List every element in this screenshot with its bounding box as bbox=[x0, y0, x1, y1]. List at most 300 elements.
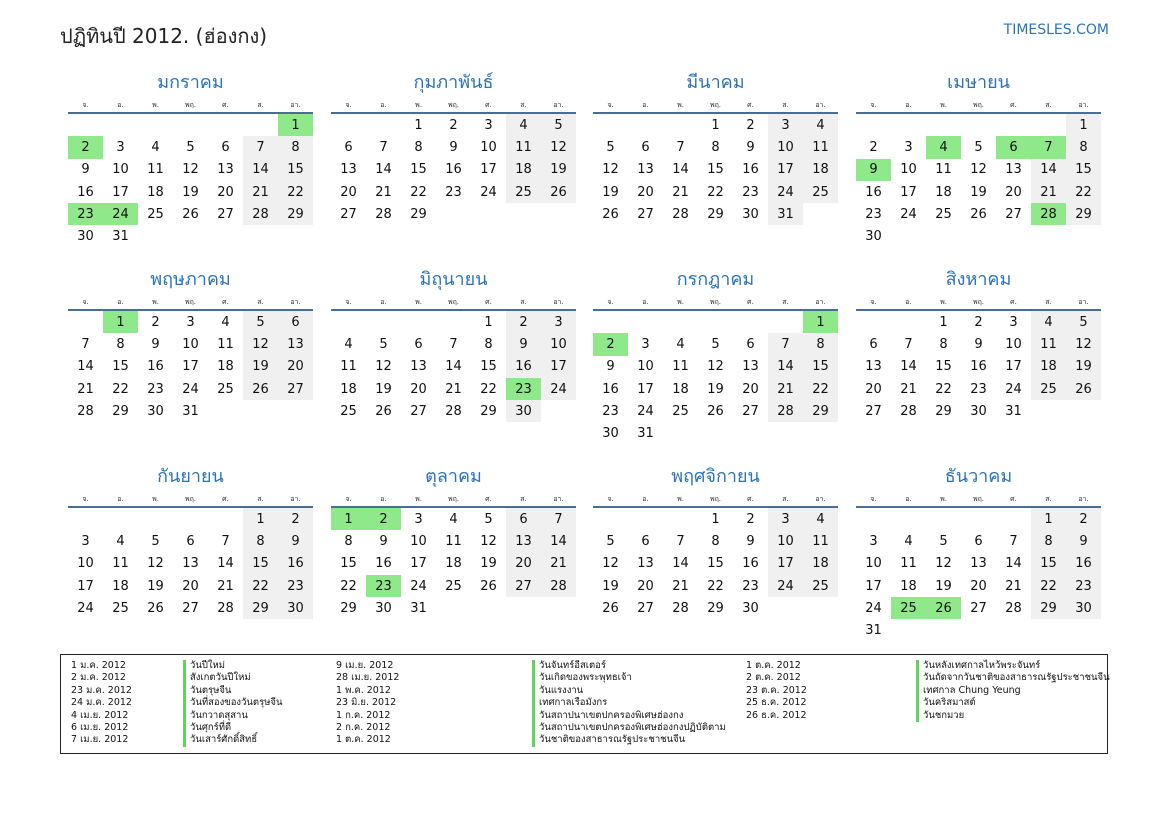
holiday-name: สังเกตวันปีใหม่ bbox=[183, 672, 251, 684]
day-cell: 29 bbox=[707, 206, 724, 222]
weekday-label: พ. bbox=[415, 495, 422, 503]
holiday-day-cell: 7 bbox=[1031, 136, 1066, 158]
empty-cell bbox=[366, 114, 401, 136]
day-cell: 23 bbox=[1066, 575, 1101, 597]
day-cell: 22 bbox=[935, 381, 952, 397]
day-cell: 19 bbox=[1066, 356, 1101, 378]
day-cell: 14 bbox=[77, 359, 94, 375]
day-cell: 28 bbox=[672, 206, 689, 222]
day-cell: 19 bbox=[541, 159, 576, 181]
day-cell: 8 bbox=[711, 533, 720, 549]
day-cell: 9 bbox=[449, 139, 458, 155]
day-cell: 6 bbox=[746, 336, 755, 352]
weekday-label: อา. bbox=[1078, 298, 1089, 306]
weekday-label: อ. bbox=[905, 495, 912, 503]
empty-cell bbox=[68, 114, 103, 136]
day-cell: 1 bbox=[1031, 508, 1066, 530]
day-cell: 14 bbox=[243, 159, 278, 181]
day-grid bbox=[593, 311, 838, 445]
weekday-label: ศ. bbox=[485, 101, 492, 109]
holiday-day-cell: 23 bbox=[506, 378, 541, 400]
weekday-header bbox=[593, 295, 838, 311]
day-cell: 21 bbox=[445, 381, 462, 397]
weekday-label: ส. bbox=[782, 101, 789, 109]
weekday-label: พ. bbox=[940, 298, 947, 306]
holiday-date: 7 เม.ย. 2012 bbox=[71, 734, 129, 746]
holiday-name: วันที่สองของวันตรุษจีน bbox=[183, 697, 283, 709]
day-cell: 16 bbox=[865, 184, 882, 200]
day-cell: 18 bbox=[803, 553, 838, 575]
day-cell: 29 bbox=[243, 597, 278, 619]
empty-cell bbox=[961, 114, 996, 136]
legend-row bbox=[336, 685, 726, 697]
day-cell: 10 bbox=[77, 556, 94, 572]
legend-row bbox=[746, 697, 1110, 709]
day-cell: 24 bbox=[480, 184, 497, 200]
day-cell: 8 bbox=[1031, 530, 1066, 552]
weekday-label: ส. bbox=[782, 495, 789, 503]
empty-cell bbox=[891, 508, 926, 530]
weekday-label: อา. bbox=[553, 101, 564, 109]
month-calendar bbox=[856, 269, 1101, 422]
day-cell: 29 bbox=[935, 403, 952, 419]
day-cell: 16 bbox=[742, 556, 759, 572]
day-cell: 11 bbox=[506, 136, 541, 158]
day-cell: 8 bbox=[243, 530, 278, 552]
day-cell: 29 bbox=[112, 403, 129, 419]
day-cell: 8 bbox=[711, 139, 720, 155]
day-cell: 11 bbox=[935, 162, 952, 178]
day-cell: 29 bbox=[340, 600, 357, 616]
day-cell: 14 bbox=[217, 556, 234, 572]
day-cell: 5 bbox=[151, 533, 160, 549]
day-cell: 13 bbox=[217, 162, 234, 178]
empty-cell bbox=[138, 114, 173, 136]
day-grid bbox=[331, 508, 576, 619]
day-cell: 10 bbox=[1005, 336, 1022, 352]
holiday-date: 23 ม.ค. 2012 bbox=[71, 684, 132, 696]
day-cell: 29 bbox=[480, 403, 497, 419]
day-cell: 22 bbox=[707, 578, 724, 594]
day-cell: 9 bbox=[81, 162, 90, 178]
month-name: มกราคม bbox=[157, 72, 224, 93]
empty-cell bbox=[243, 114, 278, 136]
day-cell: 19 bbox=[182, 184, 199, 200]
day-cell: 24 bbox=[541, 378, 576, 400]
holiday-name: เทศกาลเรือมังกร bbox=[532, 697, 607, 709]
month-name: มิถุนายน bbox=[419, 269, 488, 290]
day-cell: 18 bbox=[445, 556, 462, 572]
day-cell: 4 bbox=[344, 336, 353, 352]
day-cell: 1 bbox=[939, 314, 948, 330]
weekday-label: พ. bbox=[677, 495, 684, 503]
day-cell: 3 bbox=[641, 336, 650, 352]
day-cell: 14 bbox=[541, 530, 576, 552]
day-cell: 7 bbox=[379, 139, 388, 155]
holiday-name: วันแรงงาน bbox=[532, 685, 583, 697]
empty-cell bbox=[856, 311, 891, 333]
weekday-label: อา. bbox=[1078, 495, 1089, 503]
day-cell: 13 bbox=[865, 359, 882, 375]
empty-cell bbox=[138, 508, 173, 530]
day-cell: 11 bbox=[112, 556, 129, 572]
day-cell: 26 bbox=[182, 206, 199, 222]
weekday-label: พฤ. bbox=[709, 101, 722, 109]
weekday-label: ส. bbox=[257, 101, 264, 109]
weekday-label: จ. bbox=[870, 298, 877, 306]
day-cell: 23 bbox=[278, 575, 313, 597]
day-cell: 26 bbox=[1066, 378, 1101, 400]
weekday-label: ส. bbox=[782, 298, 789, 306]
holiday-name: เทศกาล Chung Yeung bbox=[916, 685, 1021, 697]
weekday-label: พฤ. bbox=[447, 101, 460, 109]
day-cell: 3 bbox=[904, 139, 913, 155]
day-cell: 23 bbox=[445, 184, 462, 200]
day-cell: 29 bbox=[707, 600, 724, 616]
weekday-label: อา. bbox=[1078, 101, 1089, 109]
legend-row bbox=[746, 660, 1110, 672]
day-cell: 5 bbox=[939, 533, 948, 549]
holiday-day-cell: 2 bbox=[366, 508, 401, 530]
holiday-name: วันเกิดของพระพุทธเจ้า bbox=[532, 672, 632, 684]
weekday-header bbox=[68, 295, 313, 311]
empty-cell bbox=[366, 311, 401, 333]
empty-cell bbox=[103, 508, 138, 530]
holiday-day-cell: 26 bbox=[926, 597, 961, 619]
weekday-label: จ. bbox=[345, 495, 352, 503]
day-cell: 5 bbox=[606, 533, 615, 549]
weekday-label: พฤ. bbox=[184, 298, 197, 306]
day-cell: 10 bbox=[541, 333, 576, 355]
day-cell: 5 bbox=[484, 511, 493, 527]
weekday-label: ส. bbox=[257, 298, 264, 306]
holiday-name: วันกวาดสุสาน bbox=[183, 710, 248, 722]
day-cell: 23 bbox=[865, 206, 882, 222]
day-cell: 3 bbox=[414, 511, 423, 527]
empty-cell bbox=[891, 114, 926, 136]
empty-cell bbox=[173, 114, 208, 136]
day-cell: 12 bbox=[970, 162, 987, 178]
month-calendar bbox=[68, 72, 313, 248]
day-cell: 10 bbox=[410, 533, 427, 549]
weekday-label: อ. bbox=[380, 101, 387, 109]
day-cell: 4 bbox=[221, 314, 230, 330]
holiday-day-cell: 1 bbox=[331, 508, 366, 530]
day-cell: 31 bbox=[865, 623, 882, 639]
day-cell: 11 bbox=[217, 336, 234, 352]
month-name: พฤศจิกายน bbox=[671, 466, 760, 487]
month-calendar bbox=[331, 466, 576, 619]
day-cell: 3 bbox=[541, 311, 576, 333]
day-cell: 27 bbox=[970, 600, 987, 616]
day-cell: 30 bbox=[742, 206, 759, 222]
day-cell: 14 bbox=[900, 359, 917, 375]
day-cell: 30 bbox=[602, 426, 619, 442]
legend-row bbox=[71, 660, 283, 672]
day-cell: 21 bbox=[1031, 181, 1066, 203]
weekday-header bbox=[856, 492, 1101, 508]
weekday-label: อ. bbox=[380, 495, 387, 503]
empty-cell bbox=[68, 508, 103, 530]
empty-cell bbox=[628, 311, 663, 333]
day-cell: 16 bbox=[77, 184, 94, 200]
weekday-label: ศ. bbox=[222, 495, 229, 503]
day-cell: 22 bbox=[707, 184, 724, 200]
day-cell: 6 bbox=[869, 336, 878, 352]
day-cell: 10 bbox=[768, 136, 803, 158]
weekday-label: พฤ. bbox=[447, 495, 460, 503]
day-cell: 8 bbox=[484, 336, 493, 352]
day-cell: 22 bbox=[480, 381, 497, 397]
legend-column-2 bbox=[336, 660, 726, 747]
month-calendar bbox=[593, 466, 838, 619]
day-cell: 5 bbox=[974, 139, 983, 155]
day-cell: 16 bbox=[1066, 553, 1101, 575]
day-cell: 17 bbox=[112, 184, 129, 200]
empty-cell bbox=[628, 114, 663, 136]
empty-cell bbox=[208, 114, 243, 136]
day-cell: 28 bbox=[77, 403, 94, 419]
day-cell: 24 bbox=[1005, 381, 1022, 397]
day-cell: 5 bbox=[606, 139, 615, 155]
day-cell: 12 bbox=[602, 162, 619, 178]
day-cell: 6 bbox=[221, 139, 230, 155]
day-cell: 26 bbox=[602, 206, 619, 222]
weekday-label: ส. bbox=[257, 495, 264, 503]
weekday-label: อา. bbox=[815, 101, 826, 109]
day-cell: 30 bbox=[147, 403, 164, 419]
day-cell: 17 bbox=[182, 359, 199, 375]
day-cell: 30 bbox=[970, 403, 987, 419]
day-cell: 9 bbox=[1066, 530, 1101, 552]
day-cell: 11 bbox=[1031, 333, 1066, 355]
empty-cell bbox=[891, 311, 926, 333]
legend-row bbox=[336, 710, 726, 722]
weekday-label: จ. bbox=[870, 101, 877, 109]
day-cell: 17 bbox=[865, 578, 882, 594]
day-cell: 17 bbox=[480, 162, 497, 178]
empty-cell bbox=[663, 311, 698, 333]
day-cell: 11 bbox=[803, 136, 838, 158]
holiday-name: วันคริสมาสต์ bbox=[916, 697, 976, 709]
holiday-day-cell: 28 bbox=[1031, 203, 1066, 225]
empty-cell bbox=[593, 508, 628, 530]
weekday-label: ศ. bbox=[485, 298, 492, 306]
day-cell: 24 bbox=[768, 575, 803, 597]
day-cell: 6 bbox=[186, 533, 195, 549]
day-cell: 6 bbox=[641, 139, 650, 155]
day-cell: 21 bbox=[77, 381, 94, 397]
day-cell: 18 bbox=[217, 359, 234, 375]
day-cell: 2 bbox=[506, 311, 541, 333]
legend-row bbox=[71, 722, 283, 734]
day-cell: 14 bbox=[768, 356, 803, 378]
holiday-name: วันปีใหม่ bbox=[183, 660, 225, 672]
day-cell: 13 bbox=[637, 162, 654, 178]
weekday-label: พฤ. bbox=[709, 298, 722, 306]
day-cell: 18 bbox=[147, 184, 164, 200]
holiday-date: 25 ธ.ค. 2012 bbox=[746, 697, 807, 709]
day-cell: 1 bbox=[243, 508, 278, 530]
day-cell: 31 bbox=[637, 426, 654, 442]
empty-cell bbox=[856, 114, 891, 136]
day-cell: 19 bbox=[375, 381, 392, 397]
holiday-date: 2 ก.ค. 2012 bbox=[336, 722, 391, 734]
weekday-label: จ. bbox=[870, 495, 877, 503]
day-cell: 4 bbox=[506, 114, 541, 136]
day-cell: 3 bbox=[768, 508, 803, 530]
weekday-header bbox=[856, 295, 1101, 311]
day-cell: 12 bbox=[182, 162, 199, 178]
weekday-label: ศ. bbox=[222, 298, 229, 306]
day-cell: 1 bbox=[414, 117, 423, 133]
weekday-label: พ. bbox=[415, 101, 422, 109]
day-cell: 16 bbox=[602, 381, 619, 397]
day-cell: 12 bbox=[541, 136, 576, 158]
empty-cell bbox=[961, 508, 996, 530]
day-cell: 28 bbox=[243, 203, 278, 225]
month-calendar bbox=[856, 466, 1101, 642]
day-cell: 27 bbox=[506, 575, 541, 597]
day-cell: 7 bbox=[676, 533, 685, 549]
month-name: สิงหาคม bbox=[945, 269, 1012, 290]
holiday-date: 1 พ.ค. 2012 bbox=[336, 684, 391, 696]
holiday-date: 4 เม.ย. 2012 bbox=[71, 709, 129, 721]
month-calendar bbox=[856, 72, 1101, 248]
day-cell: 22 bbox=[1031, 575, 1066, 597]
day-cell: 19 bbox=[707, 381, 724, 397]
holiday-day-cell: 24 bbox=[103, 203, 138, 225]
day-cell: 6 bbox=[344, 139, 353, 155]
weekday-label: พ. bbox=[677, 298, 684, 306]
day-cell: 1 bbox=[711, 117, 720, 133]
weekday-label: พฤ. bbox=[972, 298, 985, 306]
holiday-date: 9 เม.ย. 2012 bbox=[336, 660, 394, 671]
weekday-label: อา. bbox=[815, 298, 826, 306]
day-cell: 25 bbox=[803, 575, 838, 597]
day-cell: 5 bbox=[1066, 311, 1101, 333]
weekday-label: ศ. bbox=[485, 495, 492, 503]
empty-cell bbox=[103, 114, 138, 136]
day-cell: 3 bbox=[81, 533, 90, 549]
legend-row bbox=[746, 672, 1110, 684]
day-cell: 1 bbox=[484, 314, 493, 330]
month-name: เมษายน bbox=[947, 72, 1010, 93]
weekday-label: อ. bbox=[642, 495, 649, 503]
weekday-header bbox=[68, 98, 313, 114]
weekday-label: ศ. bbox=[747, 298, 754, 306]
day-cell: 18 bbox=[506, 159, 541, 181]
weekday-label: พฤ. bbox=[447, 298, 460, 306]
day-cell: 10 bbox=[112, 162, 129, 178]
weekday-label: พฤ. bbox=[972, 101, 985, 109]
empty-cell bbox=[663, 508, 698, 530]
weekday-label: พ. bbox=[677, 101, 684, 109]
day-cell: 22 bbox=[410, 184, 427, 200]
weekday-label: ส. bbox=[1045, 298, 1052, 306]
day-cell: 20 bbox=[970, 578, 987, 594]
day-cell: 24 bbox=[77, 600, 94, 616]
day-cell: 23 bbox=[970, 381, 987, 397]
empty-cell bbox=[1031, 114, 1066, 136]
weekday-label: อา. bbox=[290, 495, 301, 503]
empty-cell bbox=[856, 508, 891, 530]
legend-row bbox=[336, 672, 726, 684]
day-cell: 21 bbox=[672, 578, 689, 594]
day-cell: 2 bbox=[746, 117, 755, 133]
day-cell: 9 bbox=[974, 336, 983, 352]
day-cell: 26 bbox=[970, 206, 987, 222]
day-cell: 15 bbox=[480, 359, 497, 375]
day-cell: 4 bbox=[676, 336, 685, 352]
day-cell: 25 bbox=[935, 206, 952, 222]
day-cell: 24 bbox=[768, 181, 803, 203]
day-cell: 2 bbox=[869, 139, 878, 155]
day-cell: 27 bbox=[182, 600, 199, 616]
day-cell: 26 bbox=[243, 378, 278, 400]
weekday-label: อา. bbox=[290, 298, 301, 306]
empty-cell bbox=[436, 311, 471, 333]
day-cell: 25 bbox=[445, 578, 462, 594]
site-link[interactable]: TIMESLES.COM bbox=[1003, 22, 1109, 38]
day-cell: 12 bbox=[243, 333, 278, 355]
day-cell: 21 bbox=[672, 184, 689, 200]
day-cell: 18 bbox=[340, 381, 357, 397]
weekday-label: ส. bbox=[520, 298, 527, 306]
day-cell: 19 bbox=[602, 578, 619, 594]
day-cell: 9 bbox=[606, 359, 615, 375]
day-cell: 8 bbox=[939, 336, 948, 352]
day-cell: 25 bbox=[803, 181, 838, 203]
day-cell: 29 bbox=[1031, 597, 1066, 619]
day-cell: 30 bbox=[506, 400, 541, 422]
day-cell: 12 bbox=[602, 556, 619, 572]
day-cell: 19 bbox=[970, 184, 987, 200]
day-cell: 15 bbox=[278, 159, 313, 181]
day-cell: 26 bbox=[375, 403, 392, 419]
weekday-label: พฤ. bbox=[184, 495, 197, 503]
empty-cell bbox=[996, 114, 1031, 136]
day-cell: 20 bbox=[217, 184, 234, 200]
day-cell: 7 bbox=[904, 336, 913, 352]
weekday-label: ศ. bbox=[747, 495, 754, 503]
day-cell: 12 bbox=[375, 359, 392, 375]
legend-row bbox=[71, 710, 283, 722]
day-cell: 15 bbox=[707, 162, 724, 178]
day-cell: 4 bbox=[116, 533, 125, 549]
day-cell: 15 bbox=[935, 359, 952, 375]
day-cell: 13 bbox=[970, 556, 987, 572]
weekday-header bbox=[593, 98, 838, 114]
day-cell: 17 bbox=[900, 184, 917, 200]
holiday-name: วันชกมวย bbox=[916, 710, 964, 722]
weekday-label: จ. bbox=[607, 495, 614, 503]
day-cell: 19 bbox=[243, 356, 278, 378]
day-cell: 20 bbox=[182, 578, 199, 594]
day-cell: 3 bbox=[484, 117, 493, 133]
day-cell: 19 bbox=[602, 184, 619, 200]
day-cell: 27 bbox=[742, 403, 759, 419]
day-cell: 18 bbox=[1031, 356, 1066, 378]
month-calendar bbox=[331, 72, 576, 225]
day-grid bbox=[856, 508, 1101, 642]
day-cell: 28 bbox=[1005, 600, 1022, 616]
legend-column-1 bbox=[71, 660, 283, 747]
day-cell: 12 bbox=[1066, 333, 1101, 355]
holiday-legend bbox=[60, 654, 1108, 754]
day-cell: 4 bbox=[449, 511, 458, 527]
empty-cell bbox=[768, 311, 803, 333]
